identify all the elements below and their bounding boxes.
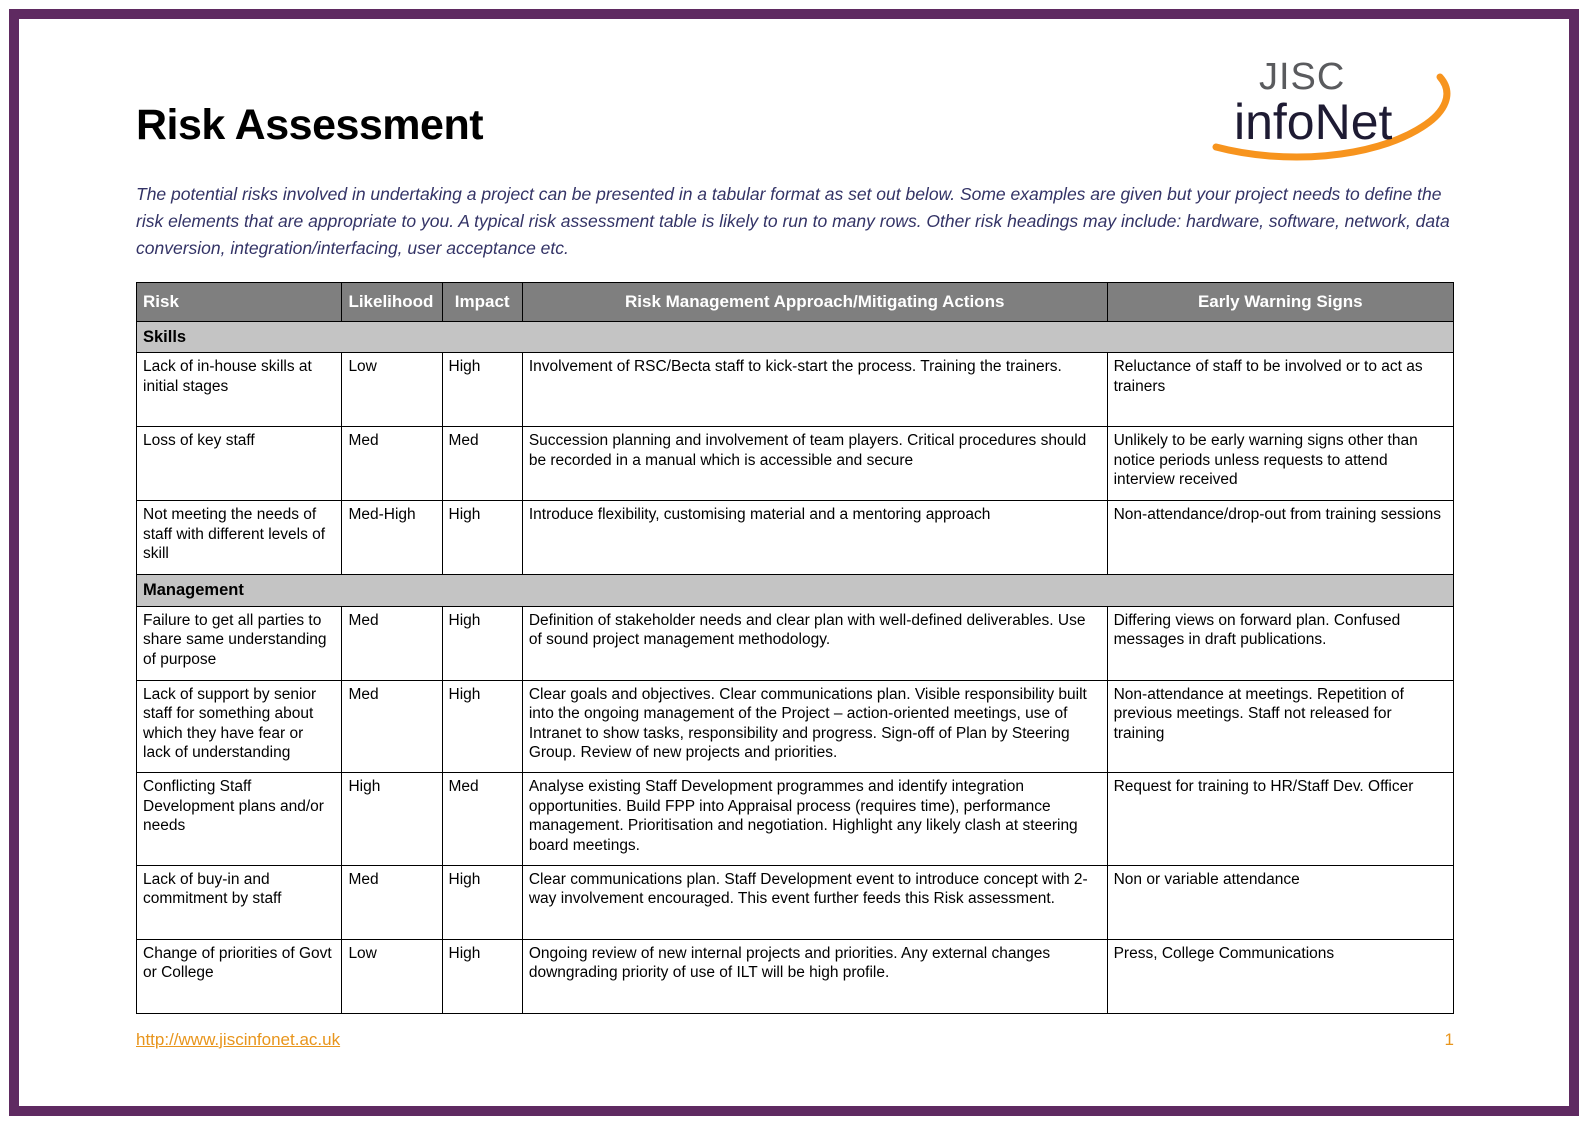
- approach-cell: Succession planning and involvement of team players. Critical procedures should be recorded in a manual which is accessible and secure: [522, 427, 1107, 501]
- risk-assessment-table: [136, 282, 1454, 1014]
- logo-text-jisc: JISC: [1259, 56, 1346, 98]
- column-header: Risk: [137, 283, 342, 321]
- impact-cell: High: [442, 606, 522, 680]
- approach-cell: Analyse existing Staff Development programmes and identify integration opportunities. Build FPP into Appraisal process (requires time), performance management. Prioritisation and negotiation. Highlight any likely clash at steering board meetings.: [522, 773, 1107, 866]
- table-header-row: [137, 283, 1454, 321]
- impact-cell: High: [442, 865, 522, 939]
- page-number: 1: [1444, 1029, 1454, 1049]
- impact-cell: Med: [442, 773, 522, 866]
- page-title: Risk Assessment: [136, 101, 484, 149]
- column-header: Risk Management Approach/Mitigating Actions: [522, 283, 1107, 321]
- table-row: [137, 501, 1454, 575]
- risk-cell: Loss of key staff: [137, 427, 342, 501]
- table-row: [137, 773, 1454, 866]
- likelihood-cell: Med: [342, 427, 442, 501]
- impact-cell: High: [442, 680, 522, 773]
- risk-cell: Lack of in-house skills at initial stages: [137, 353, 342, 427]
- page-content: [19, 19, 1569, 1050]
- warning-cell: Non-attendance at meetings. Repetition of previous meetings. Staff not released for training: [1107, 680, 1453, 773]
- table-row: [137, 353, 1454, 427]
- likelihood-cell: Low: [342, 353, 442, 427]
- approach-cell: Clear goals and objectives. Clear communications plan. Visible responsibility built into the ongoing management of the Project – action-oriented meetings, use of Intranet to show tasks, responsibility and progress. Sign-off of Plan by Steering Group. Review of new projects and priorities.: [522, 680, 1107, 773]
- table-row: [137, 606, 1454, 680]
- section-row: [137, 321, 1454, 353]
- section-label: Management: [137, 575, 1454, 607]
- jisc-infonet-logo: [1204, 55, 1454, 163]
- table-row: [137, 865, 1454, 939]
- warning-cell: Differing views on forward plan. Confused messages in draft publications.: [1107, 606, 1453, 680]
- risk-cell: Not meeting the needs of staff with different levels of skill: [137, 501, 342, 575]
- warning-cell: Non or variable attendance: [1107, 865, 1453, 939]
- likelihood-cell: Med: [342, 606, 442, 680]
- warning-cell: Unlikely to be early warning signs other than notice periods unless requests to attend interview received: [1107, 427, 1453, 501]
- column-header: Early Warning Signs: [1107, 283, 1453, 321]
- approach-cell: Introduce flexibility, customising material and a mentoring approach: [522, 501, 1107, 575]
- likelihood-cell: Med-High: [342, 501, 442, 575]
- risk-cell: Change of priorities of Govt or College: [137, 939, 342, 1013]
- warning-cell: Reluctance of staff to be involved or to act as trainers: [1107, 353, 1453, 427]
- risk-cell: Lack of buy-in and commitment by staff: [137, 865, 342, 939]
- likelihood-cell: Med: [342, 865, 442, 939]
- likelihood-cell: High: [342, 773, 442, 866]
- table-row: [137, 680, 1454, 773]
- table-row: [137, 939, 1454, 1013]
- risk-cell: Failure to get all parties to share same understanding of purpose: [137, 606, 342, 680]
- impact-cell: High: [442, 501, 522, 575]
- risk-cell: Lack of support by senior staff for something about which they have fear or lack of understanding: [137, 680, 342, 773]
- section-label: Skills: [137, 321, 1454, 353]
- column-header: Likelihood: [342, 283, 442, 321]
- approach-cell: Ongoing review of new internal projects and priorities. Any external changes downgrading priority of use of ILT will be high profile.: [522, 939, 1107, 1013]
- likelihood-cell: Med: [342, 680, 442, 773]
- section-row: [137, 575, 1454, 607]
- impact-cell: High: [442, 353, 522, 427]
- document-header: [136, 45, 1454, 163]
- warning-cell: Request for training to HR/Staff Dev. Officer: [1107, 773, 1453, 866]
- logo-text-infonet: infoNet: [1234, 94, 1393, 150]
- table-body: [137, 321, 1454, 1013]
- table-row: [137, 427, 1454, 501]
- warning-cell: Press, College Communications: [1107, 939, 1453, 1013]
- approach-cell: Definition of stakeholder needs and clear plan with well-defined deliverables. Use of sound project management methodology.: [522, 606, 1107, 680]
- document-footer: [136, 1030, 1454, 1050]
- footer-link[interactable]: http://www.jiscinfonet.ac.uk: [136, 1029, 341, 1049]
- column-header: Impact: [442, 283, 522, 321]
- approach-cell: Involvement of RSC/Becta staff to kick-start the process. Training the trainers.: [522, 353, 1107, 427]
- impact-cell: High: [442, 939, 522, 1013]
- intro-paragraph: The potential risks involved in undertaking a project can be presented in a tabular format as set out below. Some examples are given but your project needs to define the risk elements that are appropriate to you. A typical risk assessment table is likely to run to many rows. Other risk headings may include: hardware, software, network, data conversion, integration/interfacing, user acceptance etc.: [136, 184, 1450, 259]
- page-frame: [9, 9, 1579, 1116]
- risk-cell: Conflicting Staff Development plans and/or needs: [137, 773, 342, 866]
- approach-cell: Clear communications plan. Staff Development event to introduce concept with 2-way involvement encouraged. This event further feeds this Risk assessment.: [522, 865, 1107, 939]
- likelihood-cell: Low: [342, 939, 442, 1013]
- warning-cell: Non-attendance/drop-out from training sessions: [1107, 501, 1453, 575]
- impact-cell: Med: [442, 427, 522, 501]
